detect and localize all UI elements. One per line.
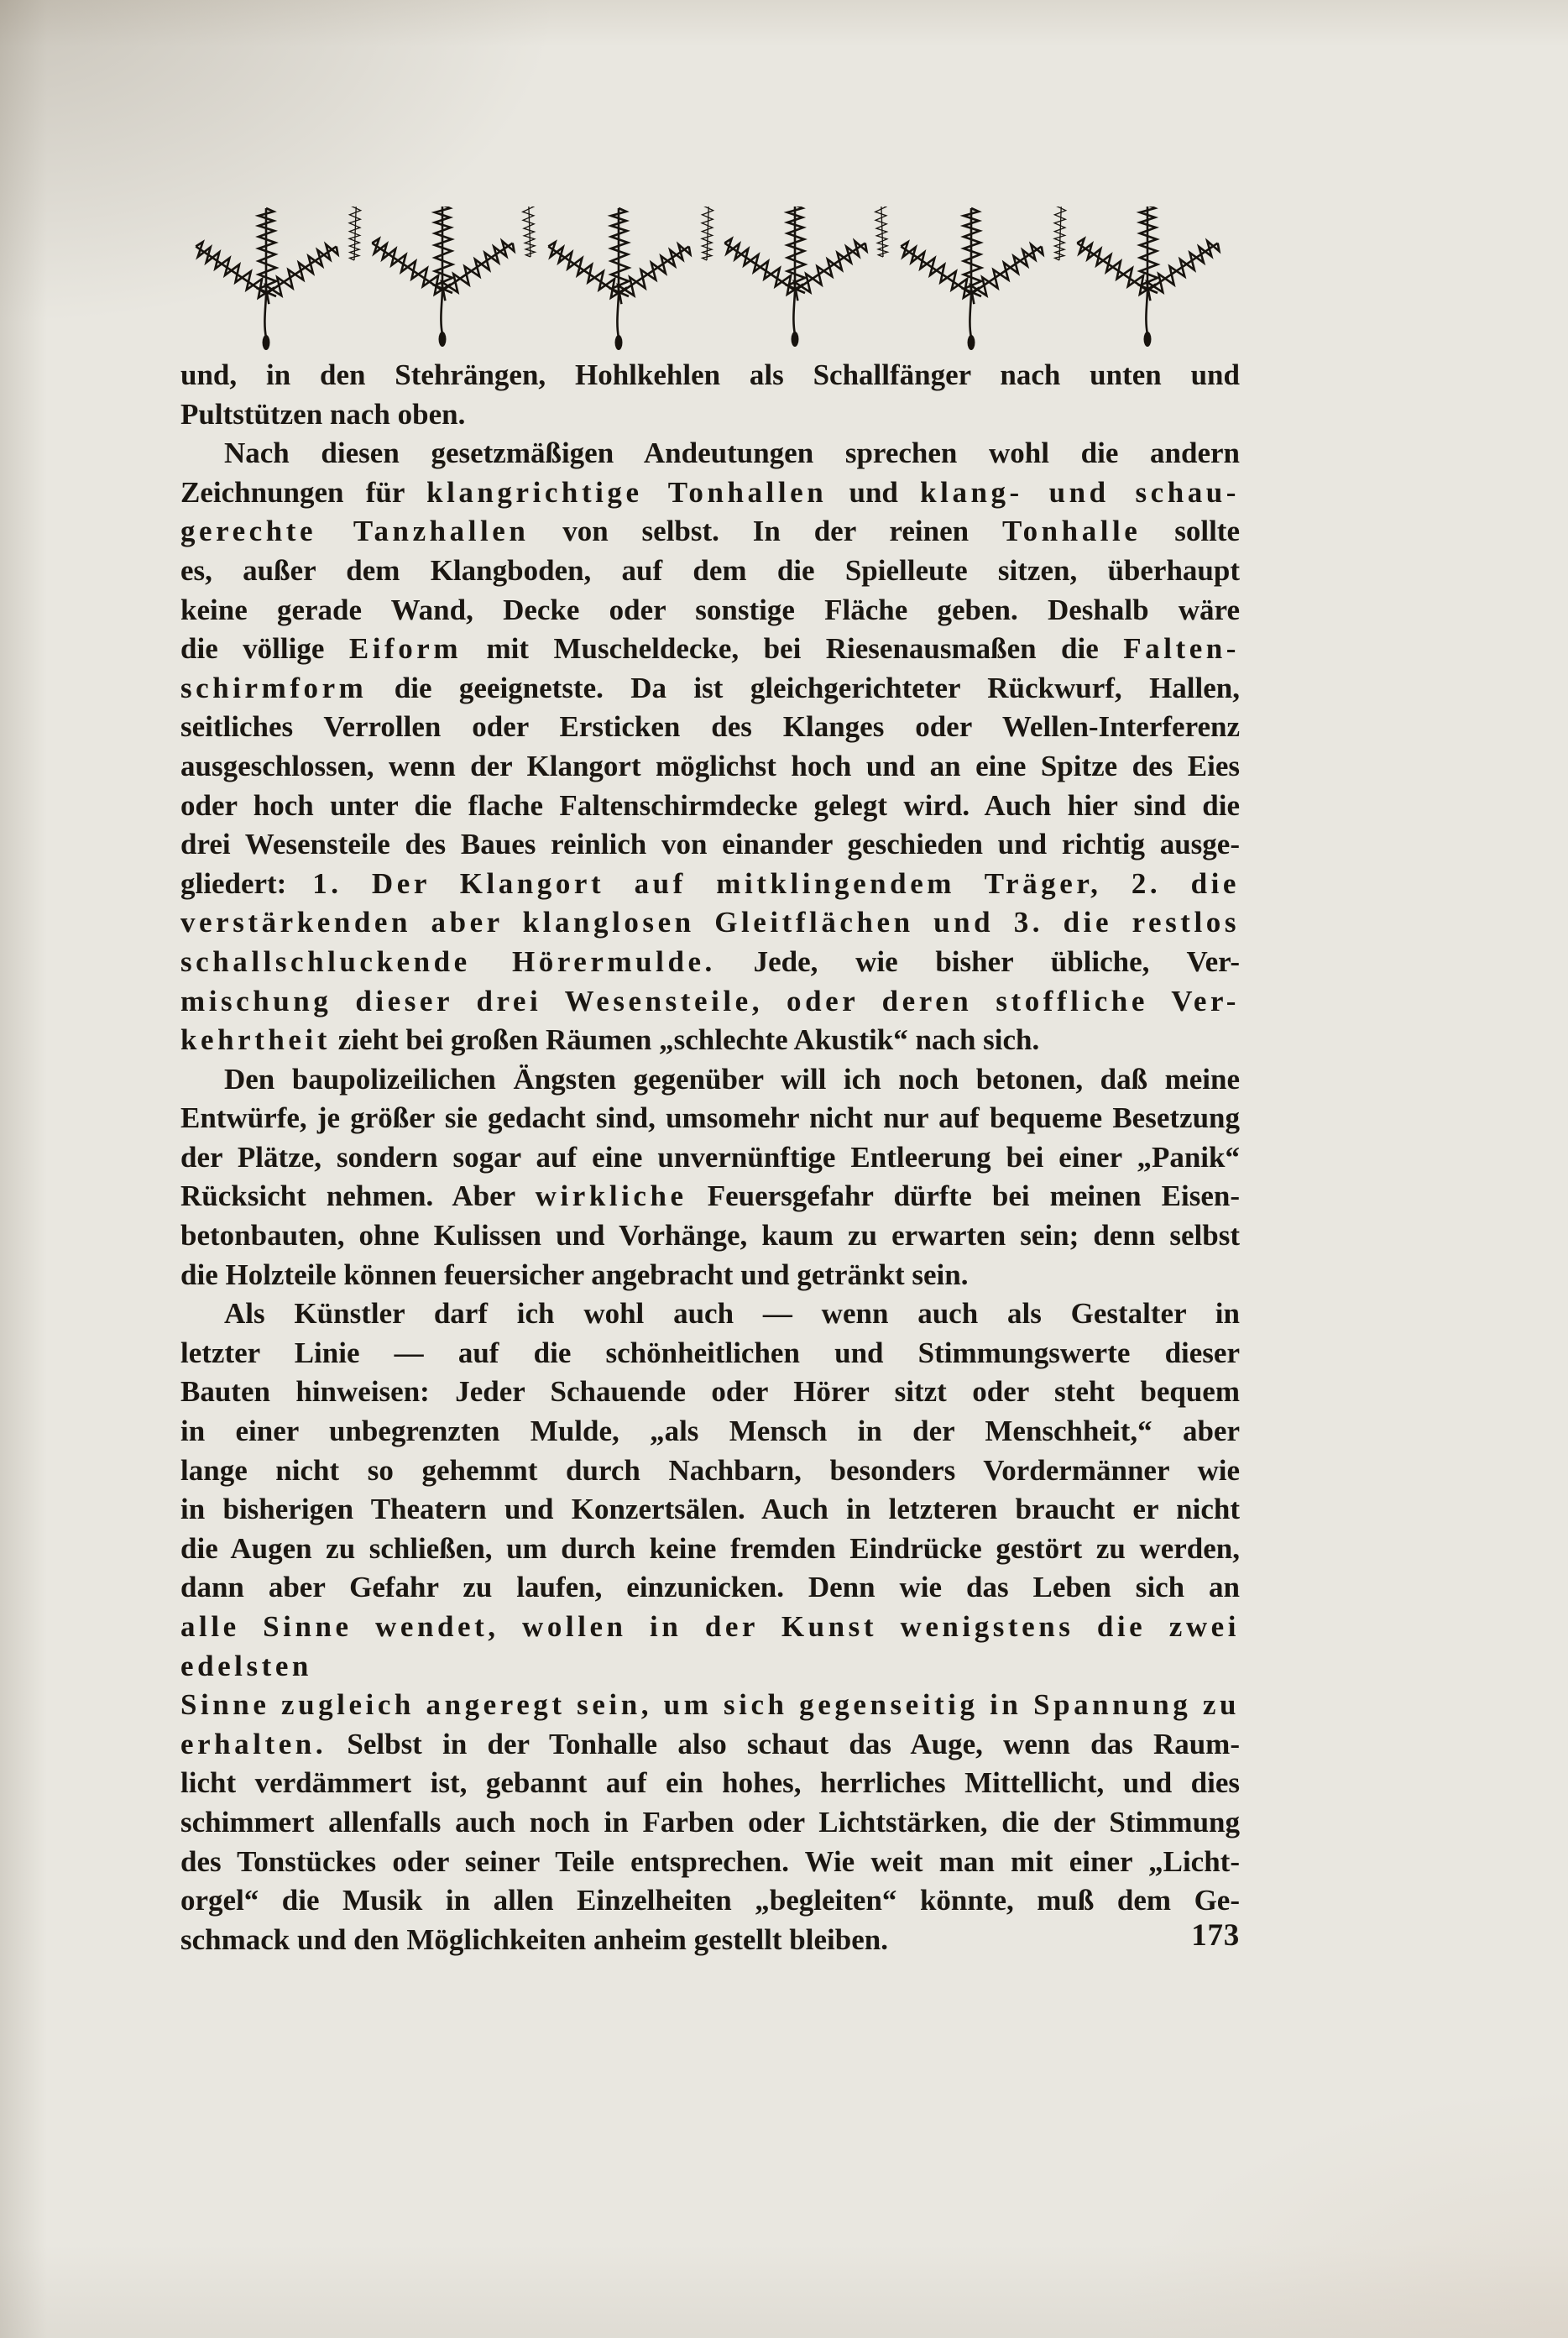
text-line xyxy=(180,434,1240,473)
text-segment: Rücksicht nehmen. Aber xyxy=(180,1179,536,1213)
page-number: 173 xyxy=(1191,1918,1240,1953)
text-segment: Zeichnungen für xyxy=(180,475,427,509)
text-line xyxy=(180,395,1240,435)
emphasized-text: klang- und schau- xyxy=(920,475,1240,509)
emphasized-text: verstärkenden aber klanglosen Gleitflächen und 3. die restlos xyxy=(180,906,1240,939)
text-line xyxy=(180,1764,1240,1803)
text-line xyxy=(180,1021,1240,1060)
paragraph xyxy=(180,434,1240,1060)
text-segment: gliedert: xyxy=(180,866,313,900)
paragraph xyxy=(180,1060,1240,1295)
text-line xyxy=(180,708,1240,747)
text-line xyxy=(180,1216,1240,1256)
text-segment: und xyxy=(827,475,921,509)
text-line xyxy=(180,1373,1240,1412)
emphasized-text: schallschluckende Hörermulde. xyxy=(180,944,716,978)
text-segment: Entwürfe, je größer sie gedacht sind, umsomehr nicht nur auf bequeme Besetzung xyxy=(180,1101,1240,1135)
text-segment: die völlige xyxy=(180,632,349,666)
text-segment: drei Wesensteile des Baues reinlich von einander geschieden und richtig ausge- xyxy=(180,828,1240,861)
emphasized-text: alle Sinne wendet, wollen in der Kunst wenigstens die zwei edelsten xyxy=(180,1610,1240,1682)
text-segment: Als Künstler darf ich wohl auch — wenn auch als Gestalter in xyxy=(224,1297,1240,1331)
text-segment: lange nicht so gehemmt durch Nachbarn, besonders Vordermänner wie xyxy=(180,1453,1240,1487)
text-line xyxy=(180,1843,1240,1882)
text-segment: die geeignetste. Da ist gleichgerichteter Rückwurf, Hallen, xyxy=(367,671,1240,704)
text-line xyxy=(180,591,1240,630)
text-line xyxy=(180,1177,1240,1216)
text-line xyxy=(180,512,1240,552)
emphasized-text: schirmform xyxy=(180,671,368,704)
text-segment: zieht bei großen Räumen „schlechte Akustik“ nach sich. xyxy=(331,1023,1040,1057)
text-segment: schimmert allenfalls auch noch in Farben oder Lichtstärken, die der Stimmung xyxy=(180,1805,1240,1838)
emphasized-text: gerechte Tanzhallen xyxy=(180,515,530,548)
text-line xyxy=(180,1451,1240,1491)
text-segment: Selbst in der Tonhalle also schaut das Auge, wenn das Raum- xyxy=(327,1727,1240,1760)
text-segment: Feuersgefahr dürfte bei meinen Eisen- xyxy=(687,1179,1241,1213)
text-segment: Pultstützen nach oben. xyxy=(180,397,466,431)
text-line xyxy=(180,1334,1240,1373)
text-segment: Den baupolizeilichen Ängsten gegenüber will ich noch betonen, daß meine xyxy=(224,1062,1240,1096)
emphasized-text: Falten- xyxy=(1123,632,1240,666)
text-line xyxy=(180,903,1240,943)
paragraph xyxy=(180,1295,1240,1959)
text-line xyxy=(180,1099,1240,1138)
text-segment: betonbauten, ohne Kulissen und Vorhänge, kaum zu erwarten sein; denn selbst xyxy=(180,1219,1240,1253)
text-line xyxy=(180,865,1240,904)
text-line xyxy=(180,630,1240,669)
text-line xyxy=(180,473,1240,513)
body-text xyxy=(180,356,1240,1959)
text-segment: orgel“ die Musik in allen Einzelheiten „begleiten“ könnte, muß dem Ge- xyxy=(180,1884,1240,1917)
text-line xyxy=(180,1568,1240,1608)
text-line xyxy=(180,356,1240,395)
text-segment: keine gerade Wand, Decke oder sonstige Fläche geben. Deshalb wäre xyxy=(180,593,1240,626)
text-line xyxy=(180,1256,1240,1295)
text-line xyxy=(180,982,1240,1022)
text-line xyxy=(180,552,1240,591)
text-segment: sollte xyxy=(1141,515,1240,548)
text-line xyxy=(180,1530,1240,1569)
text-segment: ausgeschlossen, wenn der Klangort möglichst hoch und an eine Spitze des Eies xyxy=(180,749,1240,782)
text-line xyxy=(180,1490,1240,1530)
text-segment: letzter Linie — auf die schönheitlichen und Stimmungswerte dieser xyxy=(180,1336,1240,1369)
paragraph xyxy=(180,356,1240,434)
text-segment: oder hoch unter die flache Faltenschirmdecke gelegt wird. Auch hier sind die xyxy=(180,788,1240,822)
text-line xyxy=(180,1295,1240,1334)
text-segment: mit Muscheldecke, bei Riesenausmaßen die xyxy=(462,632,1124,666)
text-segment: in bisherigen Theatern und Konzertsälen. Auch in letzteren braucht er nicht xyxy=(180,1493,1240,1526)
text-segment: die Augen zu schließen, um durch keine fremden Eindrücke gestört zu werden, xyxy=(180,1531,1240,1565)
text-segment: die Holzteile können feuersicher angebracht und getränkt sein. xyxy=(180,1258,969,1291)
text-segment: es, außer dem Klangboden, auf dem die Spielleute sitzen, überhaupt xyxy=(180,553,1240,587)
text-segment: der Plätze, sondern sogar auf eine unvernünftige Entleerung bei einer „Panik“ xyxy=(180,1140,1240,1174)
text-line xyxy=(180,1725,1240,1765)
text-segment: dann aber Gefahr zu laufen, einzunicken. Denn wie das Leben sich an xyxy=(180,1571,1240,1604)
emphasized-text: wirkliche xyxy=(535,1179,687,1213)
text-segment: Nach diesen gesetzmäßigen Andeutungen sprechen wohl die andern xyxy=(224,437,1240,470)
emphasized-text: Tonhalle xyxy=(1001,515,1142,548)
text-line xyxy=(180,1412,1240,1451)
text-line xyxy=(180,787,1240,826)
text-line xyxy=(180,825,1240,865)
text-line xyxy=(180,1060,1240,1100)
text-line xyxy=(180,747,1240,787)
text-segment: Jede, wie bisher übliche, Ver- xyxy=(715,944,1240,978)
emphasized-text: kehrtheit xyxy=(180,1023,331,1057)
text-line xyxy=(180,1881,1240,1921)
text-segment: licht verdämmert ist, gebannt auf ein hohes, herrliches Mittellicht, und dies xyxy=(180,1766,1240,1800)
text-segment: in einer unbegrenzten Mulde, „als Mensch in der Menschheit,“ aber xyxy=(180,1415,1240,1448)
text-line xyxy=(180,1686,1240,1725)
emphasized-text: erhalten. xyxy=(180,1727,327,1760)
text-segment: von selbst. In der reinen xyxy=(529,515,1002,548)
fern-ornament xyxy=(178,207,1234,353)
emphasized-text: Eiform xyxy=(348,632,463,666)
text-line xyxy=(180,1608,1240,1686)
text-segment: des Tonstückes oder seiner Teile entsprechen. Wie weit man mit einer „Licht- xyxy=(180,1844,1240,1878)
text-segment: Bauten hinweisen: Jeder Schauende oder Hörer sitzt oder steht bequem xyxy=(180,1375,1240,1409)
text-segment: schmack und den Möglichkeiten anheim gestellt bleiben. xyxy=(180,1922,888,1956)
emphasized-text: Sinne zugleich angeregt sein, um sich gegenseitig in Spannung zu xyxy=(180,1688,1240,1722)
text-segment: seitliches Verrollen oder Ersticken des Klanges oder Wellen-Interferenz xyxy=(180,710,1240,744)
text-line xyxy=(180,1803,1240,1843)
emphasized-text: klangrichtige Tonhallen xyxy=(426,475,828,509)
text-segment: und, in den Stehrängen, Hohlkehlen als Schallfänger nach unten und xyxy=(180,358,1240,391)
emphasized-text: mischung dieser drei Wesensteile, oder deren stoffliche Ver- xyxy=(180,984,1240,1017)
text-line xyxy=(180,1138,1240,1178)
text-line xyxy=(180,943,1240,982)
emphasized-text: 1. Der Klangort auf mitklingendem Träger, 2. die xyxy=(312,866,1241,900)
text-line xyxy=(180,669,1240,709)
